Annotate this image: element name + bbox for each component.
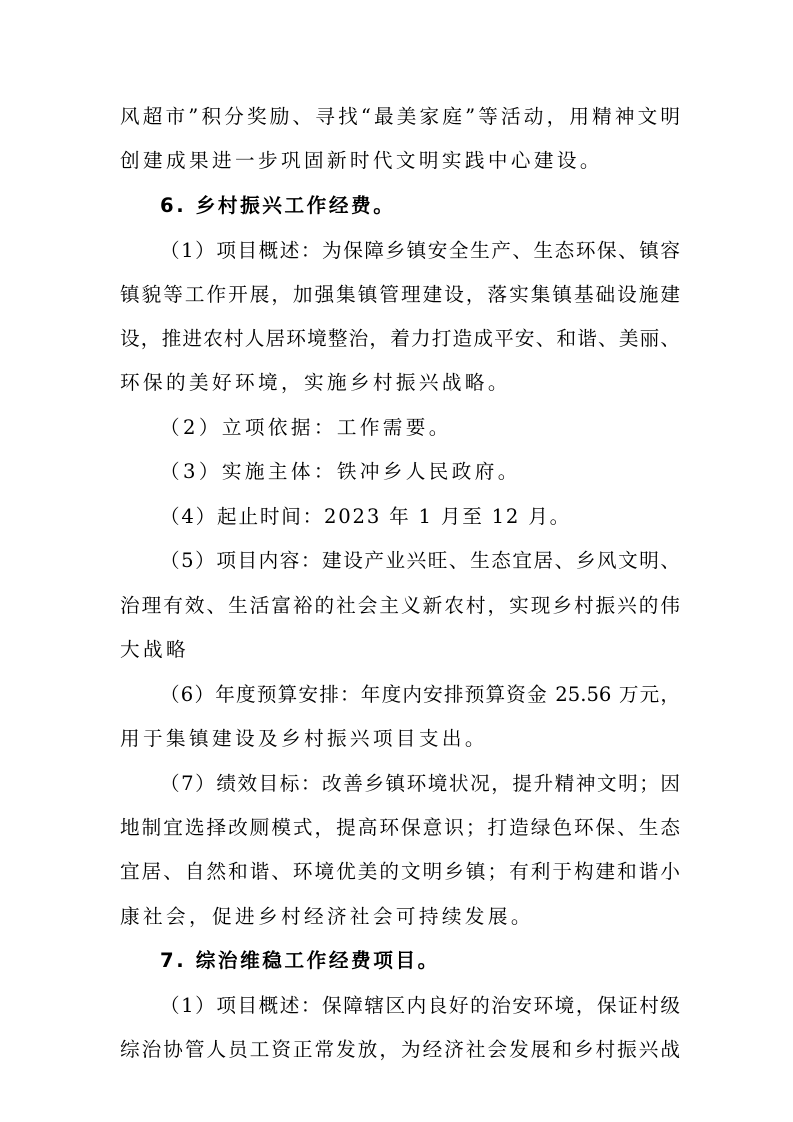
- paragraph-line: 设，推进农村人居环境整治，着力打造成平安、和谐、美丽、: [120, 327, 680, 350]
- paragraph-line: 地制宜选择改厕模式，提高环保意识；打造绿色环保、生态: [120, 816, 680, 839]
- paragraph-line: （1）项目概述：保障辖区内良好的治安环境，保证村级: [160, 994, 680, 1017]
- paragraph-line: 宜居、自然和谐、环境优美的文明乡镇；有利于构建和谐小: [120, 860, 680, 883]
- paragraph-line: 创建成果进一步巩固新时代文明实践中心建设。: [120, 149, 603, 172]
- paragraph-line: 用于集镇建设及乡村振兴项目支出。: [120, 727, 488, 750]
- paragraph-line: 镇貌等工作开展，加强集镇管理建设，落实集镇基础设施建: [120, 283, 680, 306]
- paragraph-line: （3）实施主体：铁冲乡人民政府。: [160, 460, 521, 483]
- paragraph-line: 环保的美好环境，实施乡村振兴战略。: [120, 371, 511, 394]
- paragraph-line: 康社会，促进乡村经济社会可持续发展。: [120, 905, 534, 928]
- paragraph-line: （4）起止时间：2023 年 1 月至 12 月。: [160, 505, 571, 528]
- paragraph-line: 大战略: [120, 638, 189, 661]
- paragraph-line: （7）绩效目标：改善乡镇环境状况，提升精神文明；因: [160, 772, 680, 795]
- paragraph-line: （6）年度预算安排：年度内安排预算资金 25.56 万元，: [160, 683, 680, 706]
- section-heading-6: 6. 乡村振兴工作经费。: [160, 194, 396, 217]
- section-heading-7: 7. 综治维稳工作经费项目。: [160, 949, 440, 972]
- paragraph-line: 治理有效、生活富裕的社会主义新农村，实现乡村振兴的伟: [120, 594, 680, 617]
- paragraph-line: 综治协管人员工资正常发放，为经济社会发展和乡村振兴战: [120, 1038, 680, 1061]
- paragraph-line: （2）立项依据：工作需要。: [160, 416, 452, 439]
- paragraph-line: 风超市”积分奖励、寻找“最美家庭”等活动，用精神文明: [120, 105, 680, 128]
- paragraph-line: （1）项目概述：为保障乡镇安全生产、生态环保、镇容: [160, 239, 680, 262]
- paragraph-line: （5）项目内容：建设产业兴旺、生态宜居、乡风文明、: [160, 549, 680, 572]
